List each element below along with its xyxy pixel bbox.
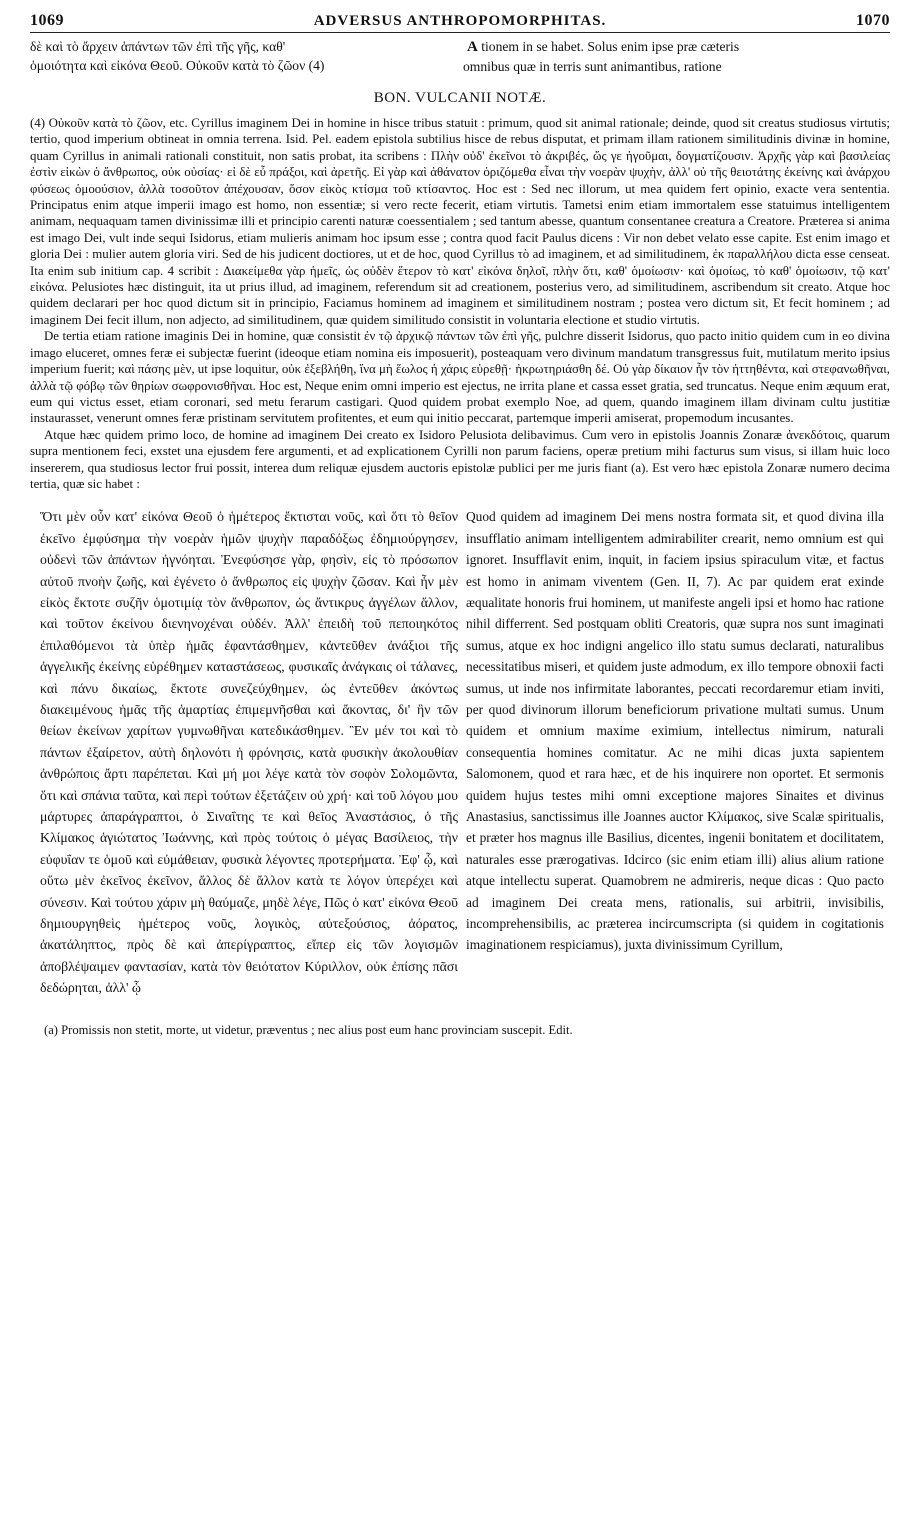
latin-continuation: [457, 37, 890, 76]
notes-paragraph: De tertia etiam ratione imaginis Dei in homine, quæ consistit ἐν τῷ ἀρχικῷ πάντων τῶν ἐπὶ γῆς, pulchre disserit Isidorus, quo pacto initio quidem cum in eo divina imago eluceret, omnes feræ ei subjectæ fuerint (ideoque etiam nomina eis imposuerit), posteaquam vero divinum mandatum transgressus fuit, mutilatum merito ipsius imperium fuerit; καὶ πάσης μὲν, ut ipse loquitur, οὐκ ἐξεβλήθη, ἵνα μὴ ἕωλος ἡ χάρις εὑρεθῇ· ἠκρωτηριάσθη δέ. Οὐ γὰρ δίκαιον ἦν τὸν ἡττηθέντα, καὶ στεφανωθῆναι, ἀλλὰ τῷ φόβῳ τῶν θηρίων σωφρονισθῆναι. Hoc est, Neque enim omni imperio est ejectus, ne irrita plane et cassa esset gratia, sed truncatus. Neque enim æquum erat, eum qui victus esset, etiam coronari, sed metu ferarum castigari. Quod quidem probat exemplo Noe, ad quem, quando imaginem illam divinam cultu justitiæ instaurasset, venerunt omnes feræ pristinam servitutem profitentes, et eum qui initio peccarat, partemque imperii amiserat, propemodum incusantes.: [30, 329, 890, 426]
notes-paragraph: (4) Οὐκοῦν κατὰ τὸ ζῶον, etc. Cyrillus imaginem Dei in homine in hisce tribus statuit : primum, quod sit animal rationale; deinde, quod sit creatus studiosus virtutis; tertio, quod imperium obtineat in omnia terrena. Isid. Pel. eadem epistola subtilius hisce de rebus disputat, et primam illam rationem similitudinis divinæ in homine, quam Cyrillus in animali rationali constituit, non satis probat, ita scribens : Πλὴν οὐδ' ἐκεῖνοι τὸ ἀκριβές, ὥς γε ἡγοῦμαι, δογματίζουσιν. Ἀρχῆς γὰρ καὶ βασιλείας ἐστὶν εἰκὼν ὁ ἄνθρωπος, οὐκ οὐσίας· εἰ δὲ εὖ πράξοι, καὶ ἀρετῆς. Εἰ γὰρ καὶ ἀθάνατον ὁριζόμεθα εἶναι τὴν νοερὰν ψυχὴν, ἀλλ' οὐ τῆς θειοτάτης ἐκείνης καὶ ἀνάρχου φύσεως ὁμοούσιον, ἀλλὰ τοσοῦτον ἀπέχουσαν, ὅσον εἰκὸς κτίσμα τοῦ κτίσαντος. Hoc est : Sed nec illorum, ut mea quidem fert opinio, exacte vera sententia. Principatus enim atque imperii imago est homo, non essentiæ; si vero recte fecerit, etiam virtutis. Tametsi enim etiam immortalem esse statuimus intelligentem animam, nequaquam tamen divinissimæ illi et principio carenti naturæ coessentialem ; sed tantum abesse, quantum consentanee creatura a Creatore. Præterea si anima est imago Dei, vult inde sequi Isidorus, etiam mulieris animam hoc ipsum esse ; contra quod facit Paulus dicens : Vir non debet velato esse capite. Est enim imago et gloria Dei : mulier autem gloria viri. Sed de his judicent doctiores, ut et de hoc, quod Cyrillus τὸ ad imaginem, et ad similitudinem, ἐκ παραλλήλου dicta esse censeat. Ita enim sub initium cap. 4 scribit : Διακείμεθα γὰρ ἡμεῖς, ὡς οὐδὲν ἕτερον τὸ κατ' εἰκόνα δηλοῖ, πλὴν ὅτι, καθ' ὁμοίωσιν· καὶ ὁμοίως, τὸ καθ' ὁμοίωσιν, τῷ κατ' εἰκόνα. Pelusiotes hæc distinguit, ita ut prius illud, ad imaginem, referendum sit ad creationem, posterius vero, ad similitudinem, ascribendum sit creato. Atque hoc quidem declarari per hoc quod dictum sit in principio, Faciamus hominem ad imaginem et similitudinem nostram ; postea vero dictum sit, Et fecit hominem ; ad imaginem Dei fecit illum, non adjecto, ad similitudinem, quæ quidem similitudo consistit in voluntaria electione et studio virtutis.: [30, 116, 890, 327]
notes-heading: BON. VULCANII NOTÆ.: [373, 90, 547, 106]
greek-continuation-line: δὲ καὶ τὸ ἄρχειν ἁπάντων τῶν ἐπὶ τῆς γῆς, καθ': [30, 39, 286, 54]
running-header: [30, 12, 890, 33]
running-title: ADVERSUS ANTHROPOMORPHITAS.: [313, 13, 607, 29]
page-number-right: 1070: [856, 12, 890, 29]
page: [30, 12, 890, 1038]
continuation-text: [30, 37, 890, 76]
greek-continuation: [30, 37, 457, 76]
column-marker: A: [467, 39, 478, 55]
greek-continuation-line: ὁμοιότητα καὶ εἰκόνα Θεοῦ. Οὐκοῦν κατὰ τὸ ζῶον (4): [30, 58, 325, 73]
notes-section: [30, 115, 890, 492]
page-number-left: 1069: [30, 12, 64, 29]
latin-column: Quod quidem ad imaginem Dei mens nostra formata sit, et quod divina illa insufflatio animam intelligentem admirabiliter crearit, nemo omnium est qui ignoret. Insufflavit enim, inquit, in faciem ipsius spiraculum vitæ, et factus est homo in animam viventem (Gen. II, 7). Ac par quidem erat exinde æqualitate honoris frui hominem, ut manifeste angeli ipsi et homo hac ratione nihil differrent. Sed postquam obliti Creatoris, quæ supra nos sunt imaginati sumus, atque ex hoc indigni angelico illo statu sumus declarati, naturalibus necessitatibus miseri, et quidem juste admodum, ex illo tempore obnoxii facti sumus, ut inde nos infirmitate laborantes, peccati recordaremur etiam inviti, per quod divinorum illorum beneficiorum privatione multati sumus. Unum quidem et omnium maxime eximium, intellectus nimirum, naturali consequentia homines comitatur. Ac ne mihi dicas juxta sapientem Salomonem, quod et rara hæc, et de his inquirere non oportet. Et sermonis quidem hujus testes mihi omni exceptione majores Sinaites et divinus Anastasius, sanctissimus ille Joannes auctor Κλίμακος, sive Scalæ spiritualis, et præter hos magnus ille Basilius, dicentes, ingenii bonitatem et docilitatem, naturales esse prærogativas. Idcirco (sic enim etiam illi) alius alium ratione atque intellectu superat. Quamobrem ne admireris, neque dicas : Quo pacto ad imaginem Dei creata mens, rationalis, sui arbitrii, invisibilis, incomprehensibilis, ac præterea incircumscripta (si quidem in cogitationis imaginationem respiciamus), juxta divinissimum Cyrillum,: [466, 509, 884, 953]
latin-continuation-line: omnibus quæ in terris sunt animantibus, ratione: [463, 59, 722, 74]
greek-column: Ὅτι μὲν οὖν κατ' εἰκόνα Θεοῦ ὁ ἡμέτερος ἔκτισται νοῦς, καὶ ὅτι τὸ θεῖον ἐκεῖνο ἐμφύσημα τὴν νοερὰν ἡμῶν ψυχὴν παραδόξως ἐδημιούργησεν, οὐδενὶ τῶν ἁπάντων ἠγνόηται. Ἐνεφύσησε γὰρ, φησὶν, εἰς τὸ πρόσωπον αὐτοῦ πνοὴν ζωῆς, καὶ ἐγένετο ὁ ἄνθρωπος εἰς ψυχὴν ζῶσαν. Καὶ ἦν μὲν εἰκὸς ἔκτοτε συζῆν ὁμοτιμίᾳ τὸν ἄνθρωπον, ὡς ἄντικρυς ἀγγέλων ἄλλον, καὶ τοῦτον ἐκείνου διενηνοχέναι οὐδέν. Ἀλλ' ἐπειδὴ τοῦ πεποιηκότος ἐπιλαθόμενοι τὰ ὑπὲρ ἡμᾶς ἐφαντάσθημεν, κἀντεῦθεν ἀνάξιοι τῆς ἀγγελικῆς ἐκείνης εὑρέθημεν καταστάσεως, φυσικαῖς ἀνάγκαις οἱ τάλανες, καὶ πάνυ δικαίως, ἔκτοτε συνεζεύχθημεν, ὡς ἐντεῦθεν ἀκόντως διακειμένους ἡμᾶς τῆς ἁμαρτίας ἐπιμεμνῆσθαι καὶ ἄκοντας, δι' ἣν τῶν θείων ἐκείνων χαρίτων γυμνωθῆναι κατεδικάσθημεν. Ἓν μέν τοι καὶ τὸ πάντων ἐξαίρετον, αὐτὴ δηλονότι ἡ φρόνησις, κατὰ φυσικὴν ἀκολουθίαν ἀνθρώποις ἄρτι παρέπεται. Καὶ μή μοι λέγε κατὰ τὸν σοφὸν Σολομῶντα, ὅτι καὶ σπάνια ταῦτα, καὶ περὶ τούτων ἐξετάζειν οὐ χρή· καὶ τοῦ λόγου μου μάρτυρες ἀπαράγραπτοι, ὁ Σιναΐτης τε καὶ θεῖος Ἀναστάσιος, ὁ τῆς Κλίμακος ἁγιώτατος Ἰωάννης, καὶ πρὸς τούτοις ὁ μέγας Βασίλειος, τὴν εὐφυΐαν τε ὁμοῦ καὶ εὐμάθειαν, φυσικὰ λέγοντες προτερήματα. Ἐφ' ᾧ, καὶ οὕτω μὲν ἐκεῖνος ἐκεῖνον, ἄλλος δὲ ἄλλον κατὰ τε λόγον ὑπερέχει καὶ σύνεσιν. Καὶ τούτου χάριν μὴ θαύμαζε, μηδὲ λέγε, Πῶς ὁ κατ' εἰκόνα Θεοῦ δημιουργηθεὶς ἡμέτερος νοῦς, λογικὸς, αὐτεξούσιος, ἀόρατος, ἀκατάληπτος, πρὸς δὲ καὶ ἀπερίγραπτος, εἴπερ εἰς τῶν λογισμῶν ἀποβλέψαιμεν φαντασίαν, κατὰ τὸν θειότατον Κύριλλον, οὐκ ἐπίσης πᾶσι δεδώρηται, ἀλλ' ᾧ: [40, 509, 458, 996]
footnote: (a) Promissis non stetit, morte, ut videtur, præventus ; nec alius post eum hanc provinciam suscepit. Edit.: [44, 1022, 573, 1037]
parallel-text: [30, 506, 890, 998]
notes-paragraph: Atque hæc quidem primo loco, de homine ad imaginem Dei creato ex Isidoro Pelusiota delibavimus. Cum vero in epistolis Joannis Zonaræ ἀνεκδότοις, quarum supra mentionem feci, exstet una ejusdem fere argumenti, et ad explicationem Cyrilli non parum faciens, operæ pretium mihi facturus sum visus, si illam huic loco insererem, qua studiosus lector frui possit, interea dum reliquæ ejusdem auctoris epistolæ publici per me juris fiant (a). Est vero hæc epistola Zonaræ numero decima tertia, quæ sic habet :: [30, 427, 890, 491]
latin-continuation-line: tionem in se habet. Solus enim ipse præ cæteris: [481, 39, 740, 54]
